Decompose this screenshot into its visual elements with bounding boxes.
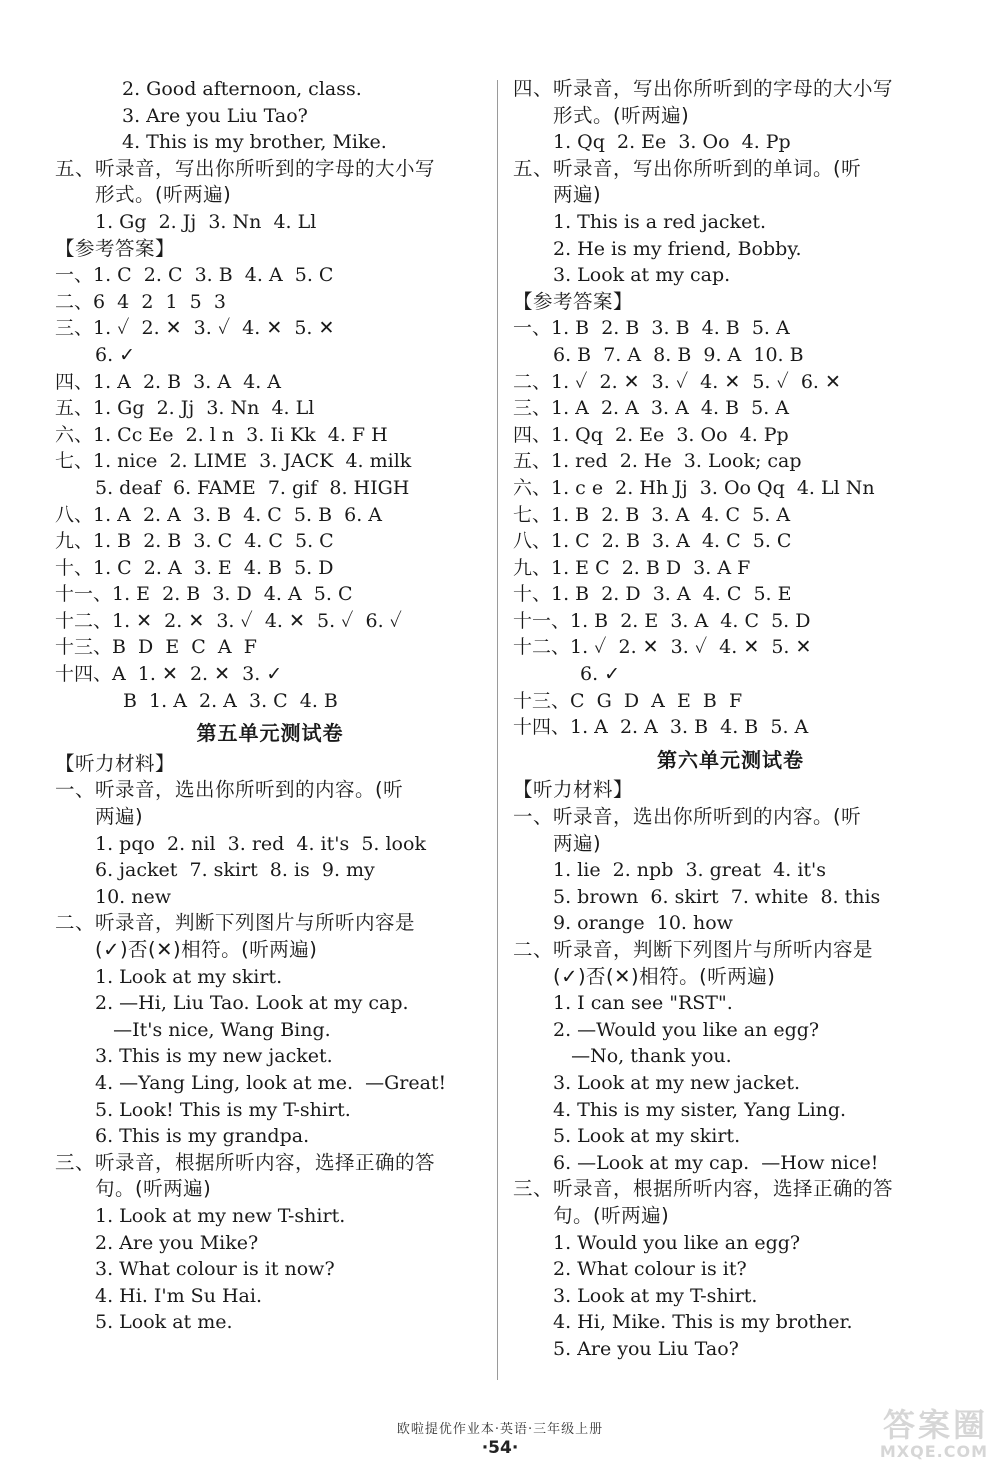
question-heading: 五、听录音，写出你所听到的单词。(听 [513, 156, 862, 180]
text-line: 2. Good afternoon, class. [122, 78, 362, 100]
text-line: 1. Look at my new T-shirt. [95, 1204, 346, 1227]
right-column [513, 76, 948, 1363]
text-line: —No, thank you. [553, 1045, 732, 1068]
text-line: 1. pqo 2. nil 3. red 4. it's 5. look [95, 832, 426, 855]
question-heading: 句。(听两遍) [95, 1177, 212, 1201]
question-heading: 四、听录音，写出你所听到的字母的大小写 [513, 77, 894, 100]
answer-line: 九、1. E C 2. B D 3. A F [513, 556, 751, 579]
answer-line: 五、1. red 2. He 3. Look; cap [513, 450, 802, 473]
text-line: 1. lie 2. npb 3. great 4. it's [553, 859, 827, 882]
text-line: 3. What colour is it now? [95, 1258, 335, 1281]
text-line: 2. —Would you like an egg? [553, 1018, 820, 1041]
answer-line: 四、1. A 2. B 3. A 4. A [55, 370, 282, 393]
question-heading: 一、听录音，选出你所听到的内容。(听 [55, 778, 404, 802]
text-line: 4. Hi, Mike. This is my brother. [553, 1311, 853, 1334]
answer-line: 五、1. Gg 2. Jj 3. Nn 4. Ll [55, 397, 315, 420]
answer-line: 六、1. c e 2. Hh Jj 3. Oo Qq 4. Ll Nn [513, 476, 875, 499]
question-heading: 三、听录音，根据所听内容，选择正确的答 [55, 1150, 436, 1174]
answer-line: 一、1. B 2. B 3. B 4. B 5. A [513, 317, 790, 340]
text-line: 3. Look at my T-shirt. [553, 1284, 758, 1307]
text-line: —It's nice, Wang Bing. [95, 1018, 331, 1041]
question-heading: 形式。(听两遍) [95, 183, 232, 207]
answer-line: 十一、1. B 2. E 3. A 4. C 5. D [513, 609, 811, 632]
text-line: 6. ✓ [580, 663, 621, 686]
footer-book-title: 欧啦提优作业本·英语·三年级上册 [396, 1422, 604, 1437]
text-line: 6. ✓ [95, 343, 136, 366]
column-divider [497, 80, 498, 1380]
footer-page-number: ·54· [481, 1438, 519, 1458]
answer-line: 八、1. C 2. B 3. A 4. C 5. C [513, 530, 792, 553]
question-heading: 一、听录音，选出你所听到的内容。(听 [513, 805, 862, 829]
question-heading: 两遍) [95, 805, 144, 829]
question-heading: (✓)否(✕)相符。(听两遍) [95, 938, 318, 961]
answer-line: 十、1. C 2. A 3. E 4. B 5. D [55, 556, 334, 579]
text-line: 2. He is my friend, Bobby. [553, 237, 802, 260]
left-column [55, 76, 485, 1336]
question-heading: 【听力材料】 [55, 751, 176, 775]
text-line: 5. Are you Liu Tao? [553, 1337, 739, 1360]
text-line: 9. orange 10. how [553, 912, 733, 935]
watermark-title: 答案圈 [882, 1406, 988, 1444]
answer-line: 七、1. nice 2. LIME 3. JACK 4. milk [55, 450, 412, 473]
text-line: 6. B 7. A 8. B 9. A 10. B [553, 343, 804, 366]
answer-line: 十三、C G D A E B F [513, 689, 743, 712]
text-line: 2. What colour is it? [553, 1258, 747, 1281]
question-heading: 【听力材料】 [513, 778, 634, 802]
question-heading: 形式。(听两遍) [553, 103, 690, 127]
answer-line: 六、1. Cc Ee 2. l n 3. Ii Kk 4. F H [55, 423, 388, 446]
text-line: 3. Look at my new jacket. [553, 1071, 801, 1094]
answer-line: 八、1. A 2. A 3. B 4. C 5. B 6. A [55, 503, 383, 526]
section-title: 第六单元测试卷 [657, 747, 804, 772]
text-line: 3. Are you Liu Tao? [122, 104, 308, 127]
text-line: 1. This is a red jacket. [553, 210, 766, 233]
question-heading: 两遍) [553, 831, 602, 855]
answer-line: 三、1. A 2. A 3. A 4. B 5. A [513, 397, 790, 420]
question-heading: 二、听录音，判断下列图片与所听内容是 [513, 938, 874, 961]
text-line: 4. Hi. I'm Su Hai. [95, 1284, 262, 1307]
text-line: B 1. A 2. A 3. C 4. B [123, 689, 338, 712]
question-heading: 三、听录音，根据所听内容，选择正确的答 [513, 1177, 894, 1201]
answer-line: 十四、A 1. ✕ 2. ✕ 3. ✓ [55, 663, 283, 686]
question-heading: 两遍) [553, 183, 602, 207]
answer-line: 十四、1. A 2. A 3. B 4. B 5. A [513, 716, 809, 739]
text-line: 1. Gg 2. Jj 3. Nn 4. Ll [95, 210, 317, 233]
text-line: 1. Qq 2. Ee 3. Oo 4. Pp [553, 131, 791, 154]
text-line: 5. Look at me. [95, 1311, 233, 1334]
text-line: 5. brown 6. skirt 7. white 8. this [553, 885, 881, 908]
answer-line: 十二、1. ✕ 2. ✕ 3. ✓ 4. ✕ 5. ✓ 6. ✓ [55, 609, 402, 632]
section-title: 第五单元测试卷 [196, 721, 344, 746]
text-line: 10. new [95, 885, 171, 908]
text-line: 6. This is my grandpa. [95, 1125, 310, 1148]
question-heading: 句。(听两遍) [553, 1203, 670, 1227]
text-line: 4. —Yang Ling, look at me. —Great! [95, 1071, 447, 1094]
answer-line: 九、1. B 2. B 3. C 4. C 5. C [55, 530, 334, 553]
text-line: 5. Look at my skirt. [553, 1125, 741, 1148]
text-line: 1. Look at my skirt. [95, 965, 283, 988]
text-line: 1. I can see "RST". [553, 992, 733, 1015]
text-line: 2. —Hi, Liu Tao. Look at my cap. [95, 992, 409, 1015]
question-heading: 五、听录音，写出你所听到的字母的大小写 [55, 156, 436, 180]
answer-line: 七、1. B 2. B 3. A 4. C 5. A [513, 503, 791, 526]
answer-line: 四、1. Qq 2. Ee 3. Oo 4. Pp [513, 423, 789, 446]
answer-line: 一、1. C 2. C 3. B 4. A 5. C [55, 264, 334, 287]
answer-line: 十一、1. E 2. B 3. D 4. A 5. C [55, 583, 353, 606]
question-heading: (✓)否(✕)相符。(听两遍) [553, 964, 776, 988]
text-line: 4. This is my sister, Yang Ling. [553, 1098, 847, 1121]
text-line: 6. jacket 7. skirt 8. is 9. my [95, 859, 375, 882]
question-heading: 二、听录音，判断下列图片与所听内容是 [55, 911, 416, 935]
watermark-logo [810, 1407, 988, 1465]
text-line: 6. —Look at my cap. —How nice! [553, 1151, 879, 1174]
question-heading: 【参考答案】 [513, 289, 634, 313]
watermark-url: MXQE.COM [879, 1442, 988, 1461]
text-line: 3. This is my new jacket. [95, 1045, 333, 1068]
answer-line: 十、1. B 2. D 3. A 4. C 5. E [513, 583, 792, 606]
text-line: 2. Are you Mike? [95, 1231, 259, 1254]
answer-line: 三、1. ✓ 2. ✕ 3. ✓ 4. ✕ 5. ✕ [55, 317, 335, 340]
answer-line: 二、6 4 2 1 5 3 [55, 290, 226, 313]
text-line: 3. Look at my cap. [553, 264, 731, 287]
text-line: 5. deaf 6. FAME 7. gif 8. HIGH [95, 476, 410, 499]
answer-line: 二、1. ✓ 2. ✕ 3. ✓ 4. ✕ 5. ✓ 6. ✕ [513, 370, 841, 393]
answer-line: 十三、B D E C A F [55, 636, 257, 659]
text-line: 1. Would you like an egg? [553, 1231, 801, 1254]
text-line: 4. This is my brother, Mike. [122, 131, 387, 154]
question-heading: 【参考答案】 [55, 236, 176, 260]
text-line: 5. Look! This is my T-shirt. [95, 1098, 351, 1121]
answer-line: 十二、1. ✓ 2. ✕ 3. ✓ 4. ✕ 5. ✕ [513, 636, 812, 659]
